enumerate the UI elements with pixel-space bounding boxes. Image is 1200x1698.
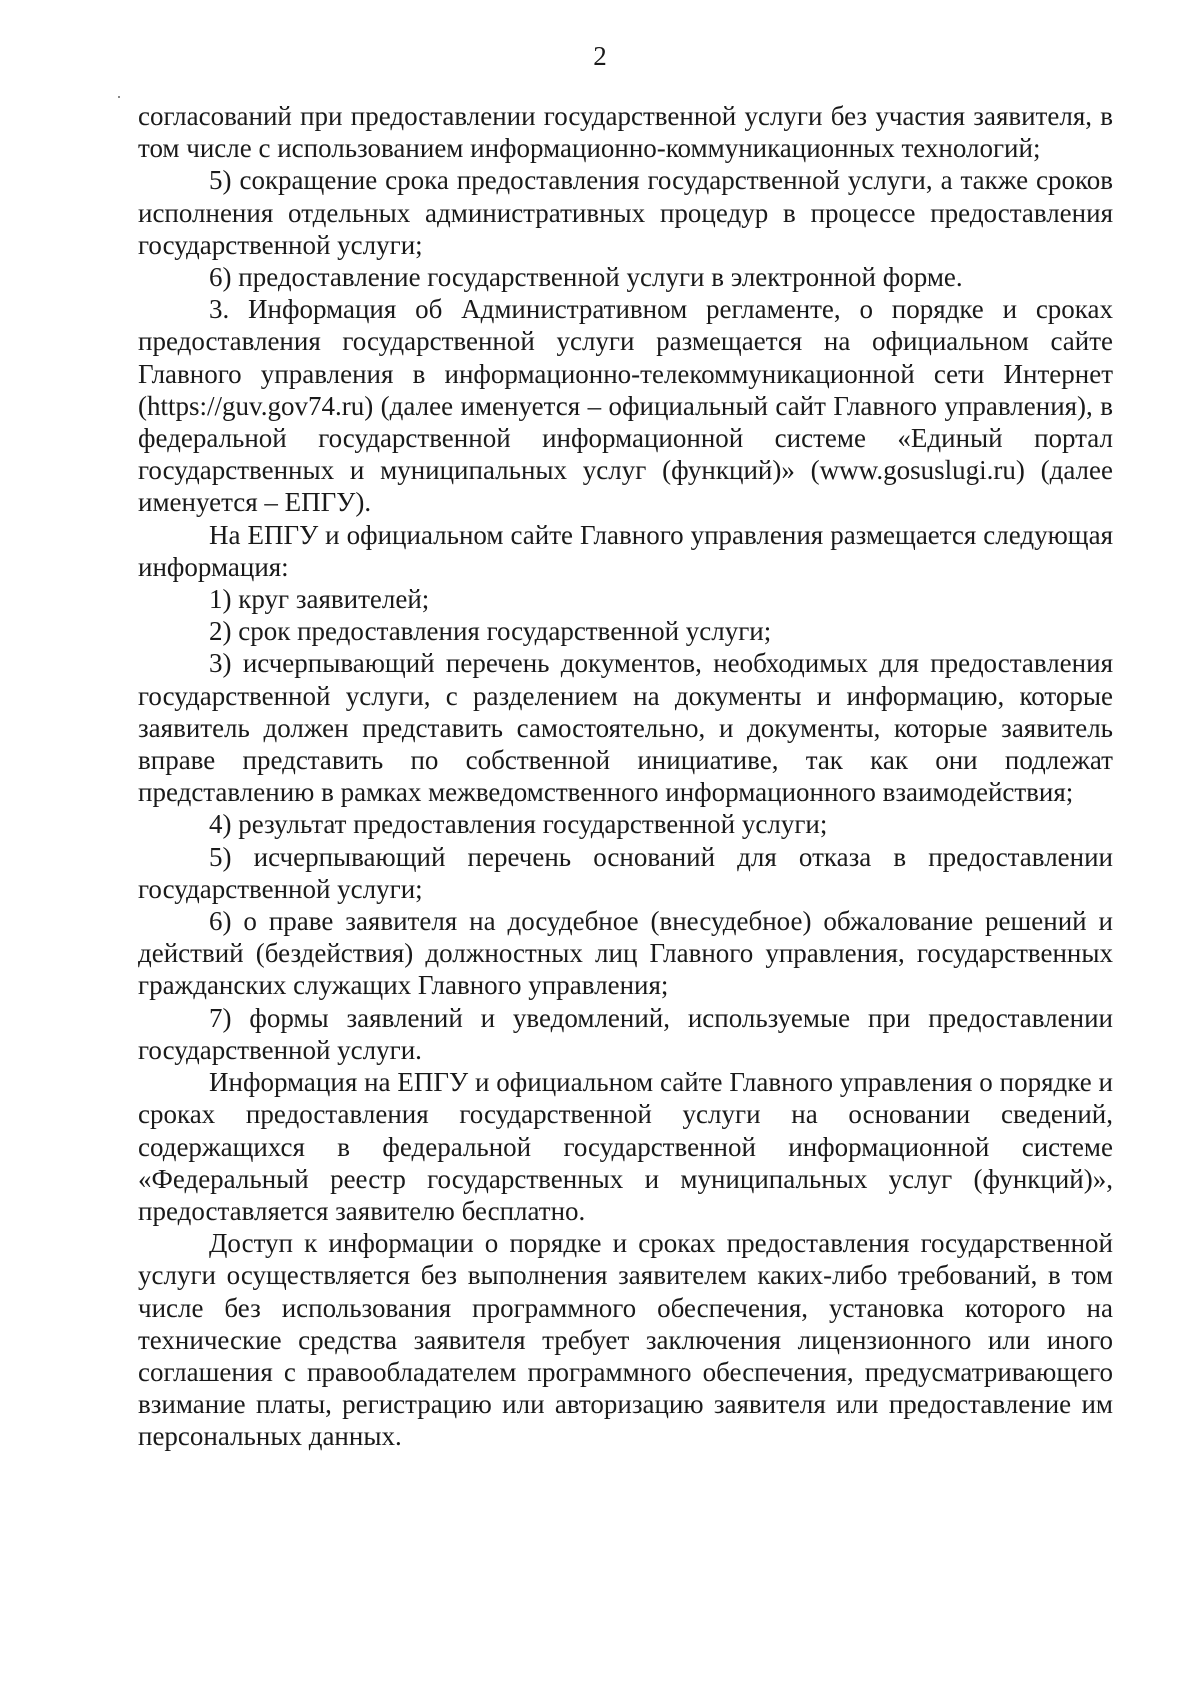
list-item-appeal: 6) о праве заявителя на досудебное (внесудебное) обжалование решений и действий (бездействия) должностных лиц Главного управления, государственных гражданских служащих Главного управления; xyxy=(138,906,1113,1001)
paragraph-section-3: 3. Информация об Административном регламенте, о порядке и сроках предоставления государственной услуги размещается на официальном сайте Главного управления в информационно-телекоммуникационной сети Интернет (https://guv.gov74.ru) (далее именуется – официальный сайт Главного управления), в федеральной государственной информационной системе «Единый портал государственных и муниципальных услуг (функций)» (www.gosuslugi.ru) (далее именуется – ЕПГУ). xyxy=(138,294,1113,518)
paragraph-continuation: согласований при предоставлении государственной услуги без участия заявителя, в том числе с использованием информационно-коммуникационных технологий; xyxy=(138,101,1113,164)
list-item-forms: 7) формы заявлений и уведомлений, используемые при предоставлении государственной услуги. xyxy=(138,1002,1113,1065)
paragraph-item-5-reduction: 5) сокращение срока предоставления государственной услуги, а также сроков исполнения отдельных административных процедур в процессе предоставления государственной услуги; xyxy=(138,165,1113,260)
list-item-applicants: 1) круг заявителей; xyxy=(209,584,430,615)
paragraph-access: Доступ к информации о порядке и сроках предоставления государственной услуги осуществляется без выполнения заявителем каких-либо требований, в том числе без использования программного обеспечения, установка которого на технические средства заявителя требует заключения лицензионного или иного соглашения с правообладателем программного обеспечения, предусматривающего взимание платы, регистрацию или авторизацию заявителя или предоставление им персональных данных. xyxy=(138,1228,1113,1452)
scan-mark xyxy=(118,96,120,98)
document-body xyxy=(138,100,1113,1453)
paragraph-free-info: Информация на ЕПГУ и официальном сайте Главного управления о порядке и сроках предоставления государственной услуги на основании сведений, содержащихся в федеральной государственной информационной системе «Федеральный реестр государственных и муниципальных услуг (функций)», предоставляется заявителю бесплатно. xyxy=(138,1067,1113,1226)
page-number: 2 xyxy=(593,41,607,71)
paragraph-epgu-info: На ЕПГУ и официальном сайте Главного управления размещается следующая информация: xyxy=(138,519,1113,582)
paragraph-item-6-electronic: 6) предоставление государственной услуги в электронной форме. xyxy=(209,262,963,293)
list-item-refusal: 5) исчерпывающий перечень оснований для отказа в предоставлении государственной услуги; xyxy=(138,841,1113,904)
list-item-term: 2) срок предоставления государственной услуги; xyxy=(209,616,772,647)
list-item-documents: 3) исчерпывающий перечень документов, необходимых для предоставления государственной услуги, с разделением на документы и информацию, которые заявитель должен представить самостоятельно, и документы, которые заявитель вправе представить по собственной инициативе, так как они подлежат представлению в рамках межведомственного информационного взаимодействия; xyxy=(138,648,1113,808)
list-item-result: 4) результат предоставления государственной услуги; xyxy=(209,809,828,840)
